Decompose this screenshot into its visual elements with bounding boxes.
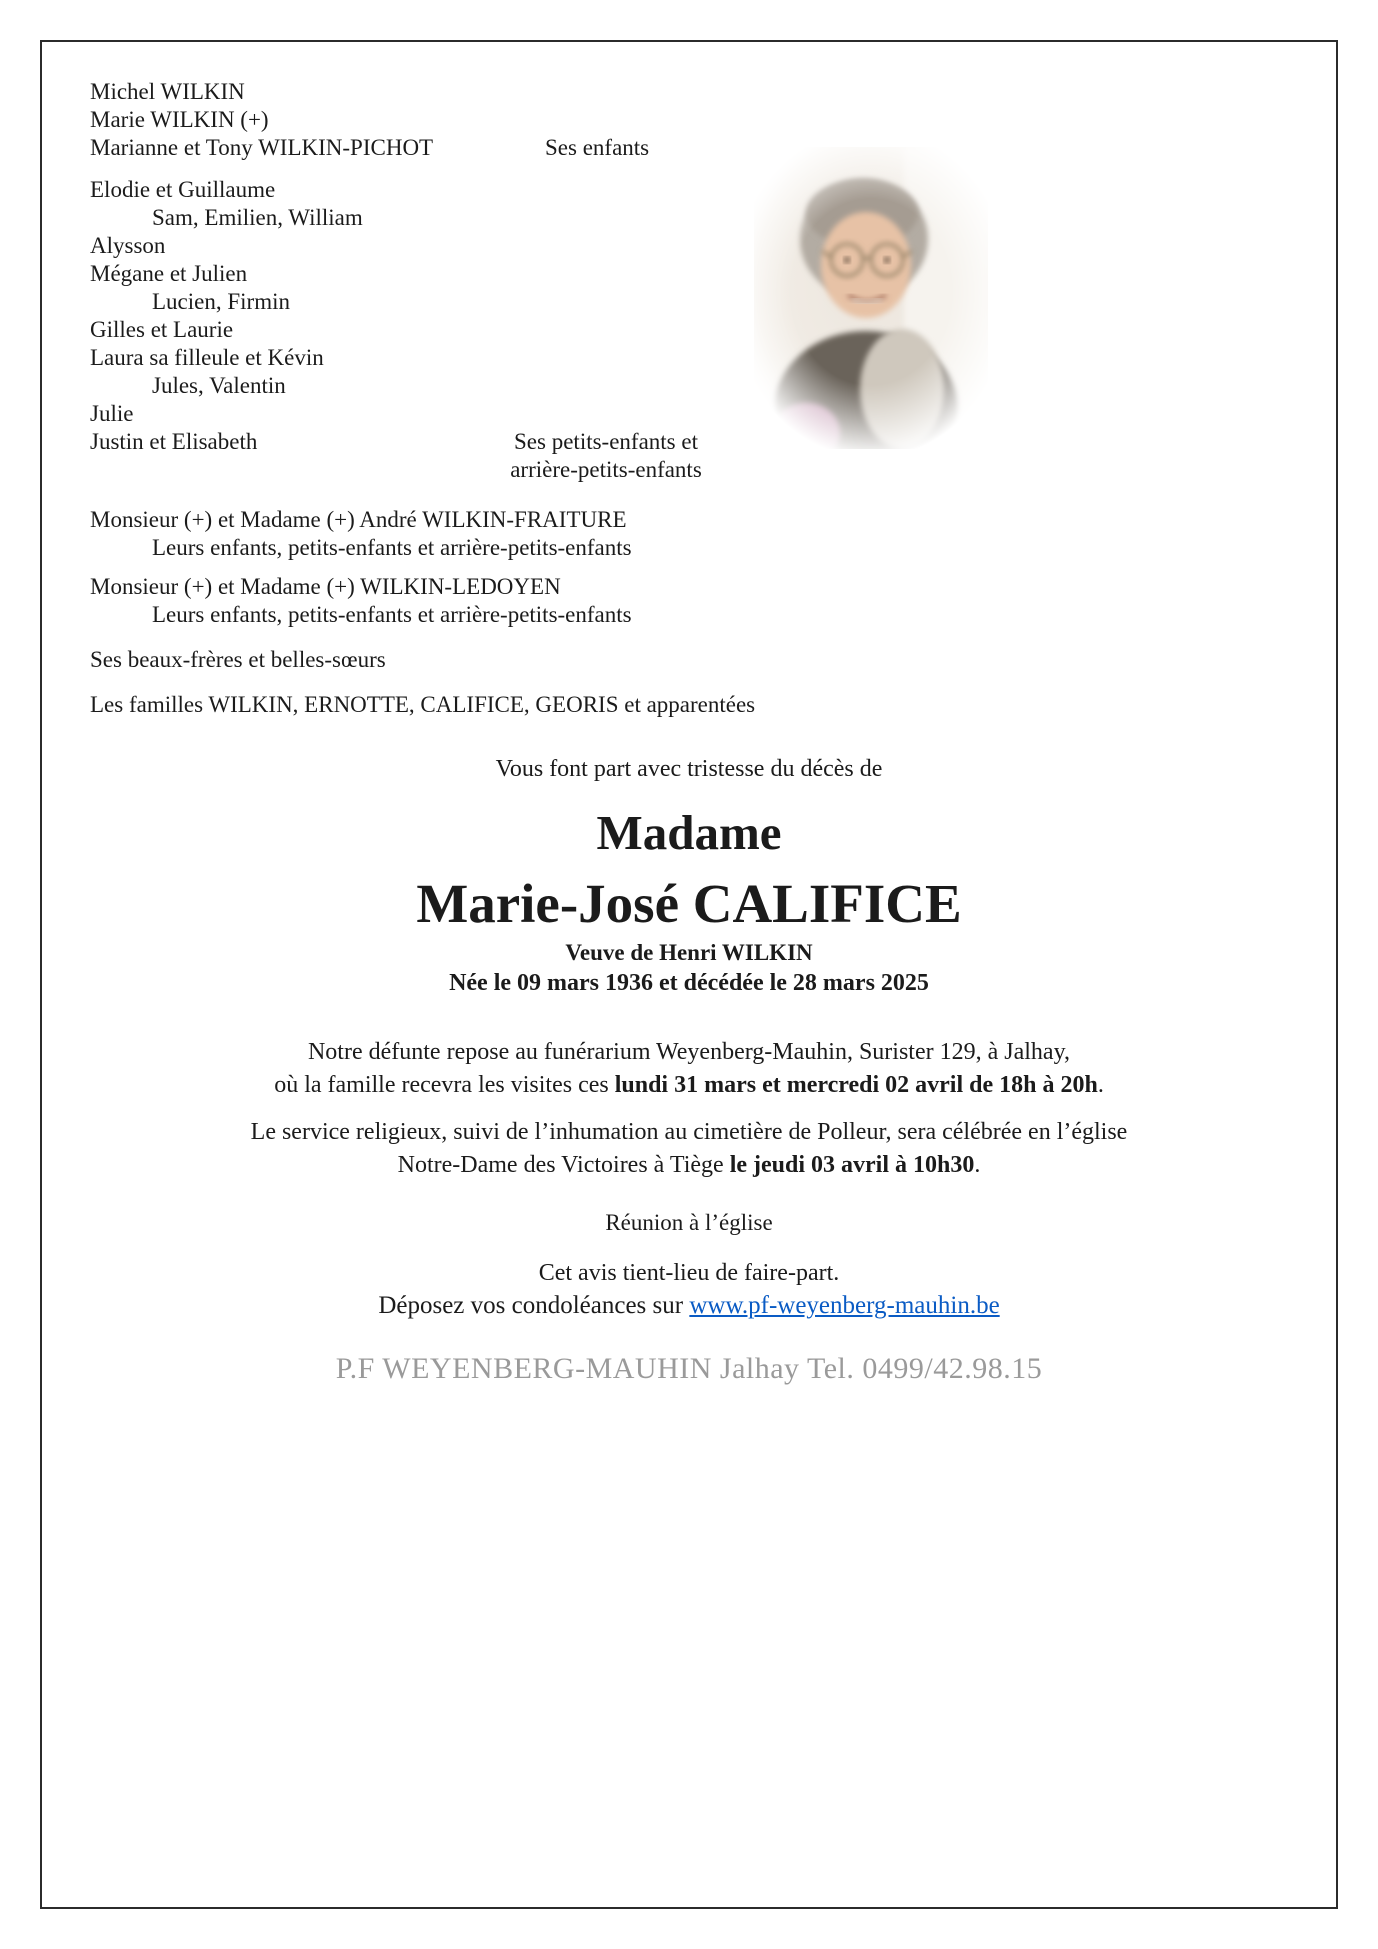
family-inlaws-line: Ses beaux-frères et belles-sœurs	[90, 647, 386, 672]
family-member-line: Laura sa filleule et Kévin	[90, 345, 324, 370]
visitation-line1: Notre défunte repose au funérarium Weyenberg-Mauhin, Surister 129, à Jalhay,	[307, 1039, 1071, 1065]
service-line2	[42, 1149, 1336, 1182]
family-member-line: Monsieur (+) et Madame (+) André WILKIN-FRAITURE	[90, 507, 627, 532]
deceased-name: Marie-José CALIFICE	[416, 873, 962, 934]
family-member-line: Leurs enfants, petits-enfants et arrière-petits-enfants	[152, 602, 632, 627]
visitation-paragraph	[42, 1036, 1336, 1102]
family-section	[90, 78, 756, 719]
family-member-line: Jules, Valentin	[152, 373, 286, 398]
family-group-ledoyen	[90, 573, 730, 629]
family-member-line: Mégane et Julien	[90, 261, 248, 286]
funeral-home-footer: P.F WEYENBERG-MAUHIN Jalhay Tel. 0499/42.98.15	[335, 1352, 1043, 1385]
label-petits-enfants-line1: Ses petits-enfants et	[514, 429, 698, 454]
notice-line: Cet avis tient-lieu de faire-part.	[538, 1260, 840, 1286]
family-member-line: Michel WILKIN	[90, 79, 245, 104]
portrait-photo	[754, 147, 988, 449]
family-member-line: Leurs enfants, petits-enfants et arrière-petits-enfants	[152, 535, 632, 560]
deceased-widow-line: Veuve de Henri WILKIN	[565, 940, 813, 965]
family-member-line: Monsieur (+) et Madame (+) WILKIN-LEDOYEN	[90, 574, 561, 599]
border-frame	[40, 40, 1338, 1909]
visitation-line2-bold: lundi 31 mars et mercredi 02 avril de 18h à 20h	[614, 1072, 1098, 1098]
family-member-line: Alysson	[90, 233, 166, 258]
deceased-dates-line: Née le 09 mars 1936 et décédée le 28 mars 2025	[449, 970, 929, 996]
service-line2-normal: Notre-Dame des Victoires à Tiège	[397, 1152, 730, 1178]
family-member-line: Justin et Elisabeth	[90, 429, 258, 454]
condolences-link[interactable]: www.pf-weyenberg-mauhin.be	[689, 1292, 1000, 1319]
family-member-line: Lucien, Firmin	[152, 289, 290, 314]
announcement-intro: Vous font part avec tristesse du décès de	[495, 756, 883, 782]
service-line2-bold: le jeudi 03 avril à 10h30	[729, 1152, 975, 1178]
family-member-line: Gilles et Laurie	[90, 317, 234, 342]
condolences-line	[42, 1290, 1336, 1322]
family-member-line: Marianne et Tony WILKIN-PICHOT	[90, 135, 434, 160]
service-line2-period: .	[974, 1152, 981, 1178]
label-petits-enfants-line2: arrière-petits-enfants	[510, 457, 702, 482]
label-ses-enfants: Ses enfants	[545, 135, 650, 160]
label-petits-enfants	[460, 428, 752, 484]
family-families-line: Les familles WILKIN, ERNOTTE, CALIFICE, GEORIS et apparentées	[90, 692, 756, 717]
visitation-line2-normal: où la famille recevra les visites ces	[274, 1072, 615, 1098]
deceased-title: Madame	[596, 805, 782, 860]
service-line1: Le service religieux, suivi de l’inhumation au cimetière de Polleur, sera célébrée en l’église	[250, 1119, 1128, 1145]
family-member-line: Sam, Emilien, William	[152, 205, 363, 230]
condolences-prefix: Déposez vos condoléances sur	[378, 1292, 690, 1319]
reunion-line: Réunion à l’église	[605, 1210, 773, 1235]
service-paragraph	[42, 1116, 1336, 1182]
portrait-illustration	[754, 147, 988, 449]
family-member-line: Elodie et Guillaume	[90, 177, 276, 202]
visitation-line2	[42, 1069, 1336, 1102]
visitation-line2-period: .	[1097, 1072, 1104, 1098]
family-member-line: Julie	[90, 401, 134, 426]
family-group-fraiture	[90, 506, 730, 562]
family-member-line: Marie WILKIN (+)	[90, 107, 269, 132]
